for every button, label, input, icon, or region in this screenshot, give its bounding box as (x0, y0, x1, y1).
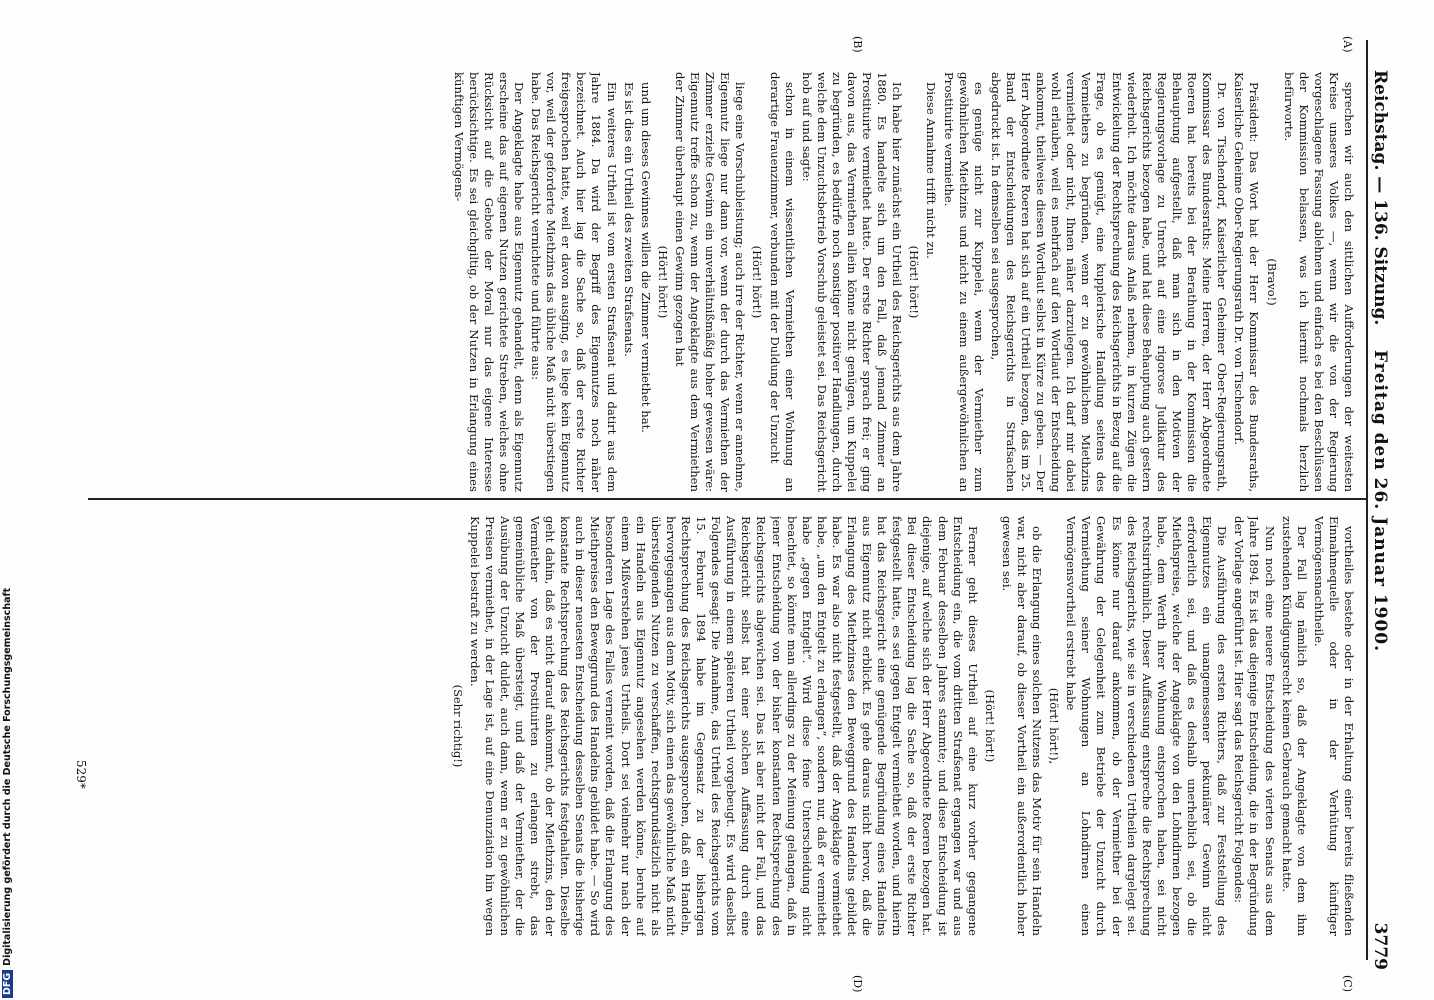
margin-mark-b: (B) (851, 36, 864, 53)
credit-text: Digitalisierung gefördert durch die Deutsche Forschungsgemeinschaft (2, 587, 13, 966)
paragraph: Diese Annahme trifft nicht zu. (924, 82, 939, 259)
interjection: (Hört! hört!) (907, 245, 922, 319)
paragraph: Ich habe hier zunächst ein Urtheil des Reichsgerichts aus dem Jahre 1880. Es handelte sich um den Fall, daß jemand Zimmer an Prostituirte vermiethet hatte. Der erste Richter sprach frei; er ging davon aus, das Vermiethen allein könne nicht genügen, um Kuppelei zu begründen, es bedürfe noch sonstiger positiver Handlungen, durch welche dem Unzuchtsbetrieb Vorschub geleistet sei. Das Reichsgericht hob auf und sagte: (799, 72, 905, 492)
page-number: 3779 (1370, 922, 1390, 970)
margin-mark-a: (A) (1341, 36, 1354, 53)
paragraph: Dr. von Tischendorf, Kaiserlicher Geheimer Ober-Regierungsrath, Kommissar des Bundesraths: Meine Herren, der Herr Abgeordnete Roeren hat bereits bei der Berathung in der Kommission die Behauptung aufgestellt, daß man sich in den Motiven der Regierungsvorlage zu Unrecht auf eine rigorose Judikatur des Reichsgerichts bezogen habe, und hat diese Behauptung auch gestern wiederholt. Ich möchte daraus Anlaß nehmen, in kurzen Zügen die Entwickelung der Rechtsprechung des Reichsgerichts in Bezug auf die Frage, ob es genügt, eine kupplerische Handlung seitens des Vermiethers zu begründen, wenn er zu gewöhnlichem Miethzins vermiethet oder nicht, Ihnen näher darzulegen. Ich darf mir dabei wohl erlauben, weil es mehrfach auf den Wortlaut der Entscheidung ankommt, theilweise diesen Wortlaut selbst in Kürze zu geben. — Der Herr Abgeordnete Roeren hat sich auf ein Urtheil bezogen, das im 25. Band der Entscheidungen des Reichsgerichts in Strafsachen abgedruckt ist. In demselben sei ausgesprochen, (988, 72, 1230, 492)
column-divider (88, 498, 1368, 500)
quoted-paragraph: Der Angeklagte habe aus Eigennutz gehandelt, denn als Eigennutz erscheine das auf eigenen Nutzen gerichtete Streben, welches ohne Rücksicht auf die Gebote der Moral nur das eigene Interesse berücksichtige. Es sei gleichgiltig, ob der Nutzen in Erlangung eines künftigen Vermögens- (451, 72, 527, 492)
interjection: (Sehr richtig!) (450, 684, 465, 768)
credit-strip (0, 0, 20, 1000)
dfg-logo: DFG (2, 970, 13, 998)
paragraph: sprechen wir auch den sittlichen Aufforderungen der weitesten Kreise unseres Volkes —, wenn wir die von der Regierung vorgeschlagene Fassung ablehnen und einfach es bei den Beschlüssen der Kommission belassen, was ich hiermit nochmals herzlich befürworte. (1281, 72, 1356, 492)
header-rule (1366, 40, 1368, 960)
paragraph: Nun noch eine neuere Entscheidung des vierten Senats aus dem Jahre 1894. Es ist das diejenige Entscheidung, die in der Begründung der Vorlage angeführt ist. Hier sagt das Reichsgericht Folgendes: (1232, 516, 1277, 936)
right-column (106, 516, 1356, 936)
paragraph: Ferner geht dieses Urtheil auf eine kurz vorher gegangene Entscheidung ein, die vom dritten Strafsenat ergangen war und aus dem Februar desselben Jahres stammte; und diese Entscheidung ist diejenige, auf welche sich der Herr Abgeordnete Roeren bezogen hat. Bei dieser Entscheidung lag die Sache so, daß der erste Richter festgestellt hatte, es sei gegen Entgelt vermiethet worden, und hierin hat das Reichsgericht eine genügende Begründung eines Handelns aus Eigennutz nicht erblickt. Es gehe daraus nicht hervor, daß die Erlangung des Miethzinses den Beweggrund des Handelns gebildet habe. Es war also nicht festgestellt, daß der Angeklagte vermiethet habe, „um den Entgelt zu erlangen“, sondern nur, daß er vermiethet habe „gegen Entgelt“. Wird diese feine Unterscheidung nicht beachtet, so könnte man allerdings zu der Meinung gelangen, daß in jener Entscheidung von der bisher konstanten Rechtsprechung des Reichsgerichts abgewichen sei. Das ist aber nicht der Fall, und das Reichsgericht selbst hat einer solchen Auffassung durch eine Ausführung in einem späteren Urtheil vorgebeugt. Es wird daselbst Folgendes gesagt: Die Annahme, das Urtheil des Reichsgerichts vom 15. Februar 1894 habe im Gegensatz zu der bisherigen Rechtsprechung des Reichsgerichts ausgesprochen, daß ein Handeln, hervorgegangen aus dem Motiv, sich einen das gewöhnliche Maß nicht übersteigenden Nutzen zu verschaffen, rechtsgrundsätzlich nicht als ein Handeln aus Eigennutz angesehen werden könne, beruhe auf einem Mißverstehen jenes Urtheils. Dort sei vielmehr nur nach der besonderen Lage des Falles verneint worden, daß die Erlangung des Miethpreises den Beweggrund des Handelns gebildet habe. — So wird auch in dieser neuesten Entscheidung desselben Senats die bisherige konstante Rechtsprechung des Reichsgerichts festgehalten. Dieselbe geht dahin, daß es nicht darauf ankommt, ob der Miethzins, den der Vermiether von der Prostituirten zu erlangen strebt, das gemeinübliche Maß übersteigt, und daß der Vermiether, der die Ausübung der Unzucht duldet, auch dann, wenn er zu gewöhnlichen Preisen vermiethet, in der Lage ist, auf eine Denunziation hin wegen Kuppelei bestraft zu werden. (467, 516, 980, 936)
interjection: (Hört! hört!) (655, 245, 670, 319)
quoted-paragraph: und um dieses Gewinnes willen die Zimmer vermiethet hat. (638, 82, 653, 433)
header-left: Reichstag. — 136. Sitzung. (1370, 70, 1390, 326)
quoted-paragraph: vortheiles bestehe oder in der Erhaltung einer bereits fließenden Einnahmequelle oder in der Verhütung künftiger Vermögensnachtheile. (1311, 516, 1356, 936)
quoted-paragraph: Die Ausführung des ersten Richters, daß zur Feststellung des Eigennutzes ein unangemessener pekuniärer Gewinn nicht erforderlich sei, und daß es deshalb unerheblich sei, ob die Miethspreise, welche der Angeklagte von den Lohndirnen bezogen habe, dem Werth ihrer Wohnung entsprochen haben, sei nicht rechtsirrthümlich. Dieser Auffassung entspreche die Rechtsprechung des Reichsgerichts, wie sie in verschiedenen Urtheilen dargelegt sei. Es könne nur darauf ankommen, ob der Vermiether bei der Gewährung der Gelegenheit zum Betriebe der Unzucht durch Vermiethung seiner Wohnungen an Lohndirnen einen Vermögensvortheil erstrebt habe (1064, 516, 1230, 936)
footer-number: 529* (74, 760, 88, 789)
interjection: (Hört! hört!) (750, 245, 765, 319)
page-header (1364, 70, 1394, 970)
left-column (106, 72, 1356, 492)
credit-line (2, 0, 16, 998)
paragraph: Präsident: Das Wort hat der Herr Kommissar des Bundesraths, Kaiserliche Geheime Ober-Regierungsrath Dr. von Tischendorf. (1232, 72, 1262, 492)
quoted-paragraph: es genüge nicht zur Kuppelei, wenn der Vermiether zum gewöhnlichen Miethzins und nicht zu einem außergewöhnlichen an Prostituirte vermiethe. (941, 72, 986, 492)
paragraph: Es ist dies ein Urtheil des zweiten Strafsenats. (621, 82, 636, 357)
margin-mark-d: (D) (851, 975, 864, 993)
interjection: (Hört! hört!) (982, 689, 997, 763)
quoted-paragraph: liege eine Vorschubleistung; auch irre der Richter, wenn er annehme, Eigennutz liege nur dann vor, wenn der durch das Vermiethen der Zimmer erzielte Gewinn ein unverhältnißmäßig hoher gewesen wäre: Eigennutz treffe schon zu, wenn der Angeklagte aus dem Vermiethen der Zimmer überhaupt einen Gewinn gezogen hat (672, 72, 748, 492)
paragraph: Ein weiteres Urtheil ist vom ersten Strafsenat und datirt aus dem Jahre 1884. Da wird der Begriff des Eigennutzes noch näher bezeichnet. Auch hier lag die Sache so, daß der erste Richter freigesprochen hatte, weil er davon ausging, es liege kein Eigennutz vor, weil der geforderte Miethzins das übliche Maß nicht überstiegen habe. Das Reichsgericht vernichtete und führte aus: (529, 72, 619, 492)
paragraph: Der Fall lag nämlich so, daß der Angeklagte von dem ihm zustehenden Kündigungsrecht keinen Gebrauch gemacht hatte. (1279, 516, 1309, 936)
interjection: (Hört! hört!), (1047, 687, 1062, 765)
header-date: Freitag den 26. Januar 1900. (1370, 350, 1390, 653)
interjection: (Bravo!) (1264, 258, 1279, 306)
quoted-paragraph: ob die Erlangung eines solchen Nutzens das Motiv für sein Handeln war, nicht aber darauf, ob dieser Vortheil ein außerordentlich hoher gewesen sei. (999, 516, 1045, 936)
margin-mark-c: (C) (1341, 975, 1354, 992)
quoted-paragraph: schon in einem wissentlichen Vermiethen einer Wohnung an derartige Frauenzimmer, verbunden mit der Duldung der Unzucht (767, 72, 797, 492)
